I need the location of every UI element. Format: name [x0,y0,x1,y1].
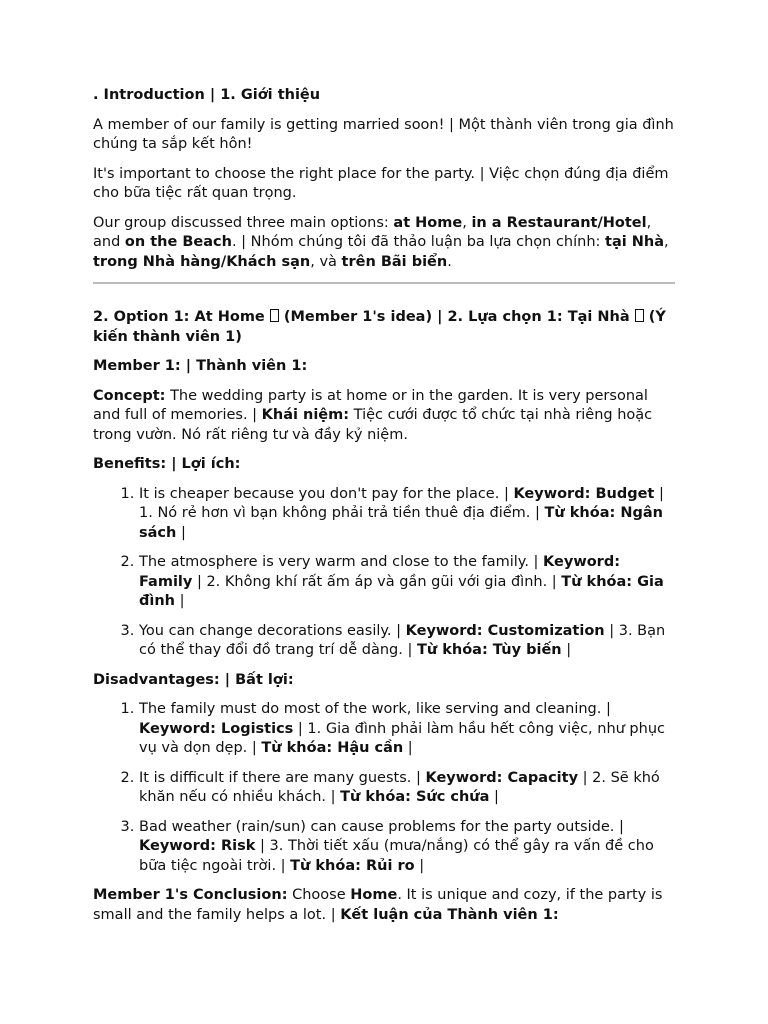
disadvantages-list [93,700,675,876]
list-item: 3. Bad weather (rain/sun) can cause problems for the party outside. | Keyword: Risk | 3. Thời tiết xấu (mưa/nắng) có thể gây ra vấn đề cho bữa tiệc ngoài trời. | Từ khóa: Rủi ro | [139,818,675,877]
disadvantages-heading: Disadvantages: | Bất lợi: [93,671,294,688]
list-item: 2. The atmosphere is very warm and close to the family. | Keyword: Family | 2. Không khí rất ấm áp và gần gũi với gia đình. | Từ khóa: Gia đình | [139,553,675,612]
member-label: Member 1: | Thành viên 1: [93,358,308,374]
list-item: 3. You can change decorations easily. | Keyword: Customization | 3. Bạn có thể thay đổi đồ trang trí dễ dàng. | Từ khóa: Tùy biến | [139,622,675,661]
missing-glyph-icon [270,309,279,322]
intro-heading: . Introduction | 1. Giới thiệu [93,87,321,103]
list-item: 1. The family must do most of the work, like serving and cleaning. | Keyword: Logistics | 1. Gia đình phải làm hầu hết công việc, như phục vụ và dọn dẹp. | Từ khóa: Hậu cần | [139,700,675,759]
missing-glyph-icon [635,309,644,322]
benefits-heading: Benefits: | Lợi ích: [93,456,241,472]
intro-paragraph-3: Our group discussed three main options: at Home, in a Restaurant/Hotel, and on the Beach. | Nhóm chúng tôi đã thảo luận ba lựa chọn chính: tại Nhà, trong Nhà hàng/Khách sạn, và trên Bãi biển. [93,214,669,270]
section-divider [93,282,675,284]
concept-paragraph: Concept: The wedding party is at home or in the garden. It is very personal and full of memories. | Khái niệm: Tiệc cưới được tổ chức tại nhà riêng hoặc trong vườn. Nó rất riêng tư và đầy kỷ niệm. [93,387,653,443]
option1-heading: 2. Option 1: At Home (Member 1's idea) | 2. Lựa chọn 1: Tại Nhà (Ý kiến thành viên 1) [93,309,666,345]
list-item: 2. It is difficult if there are many guests. | Keyword: Capacity | 2. Sẽ khó khăn nếu có nhiều khách. | Từ khóa: Sức chứa | [139,769,675,808]
benefits-list [93,485,675,661]
conclusion-paragraph: Member 1's Conclusion: Choose Home. It is unique and cozy, if the party is small and the family helps a lot. | Kết luận của Thành viên 1: [93,887,663,923]
intro-paragraph-1: A member of our family is getting married soon! | Một thành viên trong gia đình chúng ta sắp kết hôn! [93,116,674,152]
list-item: 1. It is cheaper because you don't pay for the place. | Keyword: Budget | 1. Nó rẻ hơn vì bạn không phải trả tiền thuê địa điểm. | Từ khóa: Ngân sách | [139,485,675,544]
intro-paragraph-2: It's important to choose the right place for the party. | Việc chọn đúng địa điểm cho bữa tiệc rất quan trọng. [93,165,669,201]
